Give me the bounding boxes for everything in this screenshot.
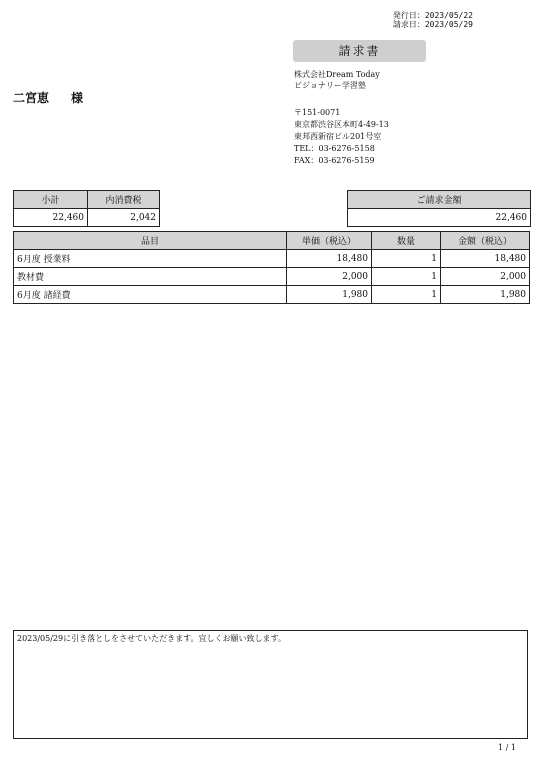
customer-honorific: 様 <box>71 91 84 105</box>
notes-text: 2023/05/29に引き落としをさせていただきます。宜しくお願い致します。 <box>17 634 286 643</box>
item-quantity: 1 <box>372 286 441 304</box>
issue-date: 発行日：2023/05/22 <box>392 11 473 20</box>
page-number: 1 / 1 <box>498 743 516 752</box>
total-value: 22,460 <box>348 209 531 227</box>
column-header: 品目 <box>14 232 287 250</box>
issuer-address-line2: 東邦西新宿ビル201号室 <box>294 132 382 141</box>
item-quantity: 1 <box>372 268 441 286</box>
table-row <box>14 286 530 304</box>
issuer-company: 株式会社Dream Today <box>294 70 380 79</box>
issuer-fax: FAX：03-6276-5159 <box>294 156 375 165</box>
item-name: 6月度 授業料 <box>14 250 287 268</box>
total-label: ご請求金額 <box>348 191 531 209</box>
column-header: 金額（税込） <box>441 232 530 250</box>
items-table <box>13 231 530 304</box>
tax-label: 内消費税 <box>88 191 160 209</box>
issuer-company-block <box>294 69 380 91</box>
subtotal-label: 小計 <box>14 191 88 209</box>
item-unit-price: 18,480 <box>287 250 372 268</box>
column-header: 単価（税込） <box>287 232 372 250</box>
item-name: 教材費 <box>14 268 287 286</box>
billing-date: 請求日：2023/05/29 <box>392 20 473 29</box>
item-amount: 1,980 <box>441 286 530 304</box>
document-title: 請求書 <box>293 40 426 62</box>
notes-box <box>13 630 528 739</box>
subtotal-value: 22,460 <box>14 209 88 227</box>
item-amount: 2,000 <box>441 268 530 286</box>
issuer-tel: TEL：03-6276-5158 <box>294 144 375 153</box>
customer-name: 二宮恵 <box>13 91 50 105</box>
column-header: 数量 <box>372 232 441 250</box>
tax-value: 2,042 <box>88 209 160 227</box>
item-unit-price: 1,980 <box>287 286 372 304</box>
issuer-address-block <box>294 107 389 167</box>
total-table <box>347 190 531 227</box>
issuer-division: ビジョナリー学習塾 <box>294 81 366 90</box>
item-unit-price: 2,000 <box>287 268 372 286</box>
item-quantity: 1 <box>372 250 441 268</box>
customer-name-block <box>13 89 83 106</box>
summary-table <box>13 190 160 227</box>
item-name: 6月度 諸経費 <box>14 286 287 304</box>
document-dates <box>393 11 473 29</box>
item-amount: 18,480 <box>441 250 530 268</box>
issuer-postal: 〒151-0071 <box>294 108 341 117</box>
table-row <box>14 250 530 268</box>
items-header-row <box>14 232 530 250</box>
table-row <box>14 268 530 286</box>
issuer-address-line1: 東京都渋谷区本町4-49-13 <box>294 120 389 129</box>
